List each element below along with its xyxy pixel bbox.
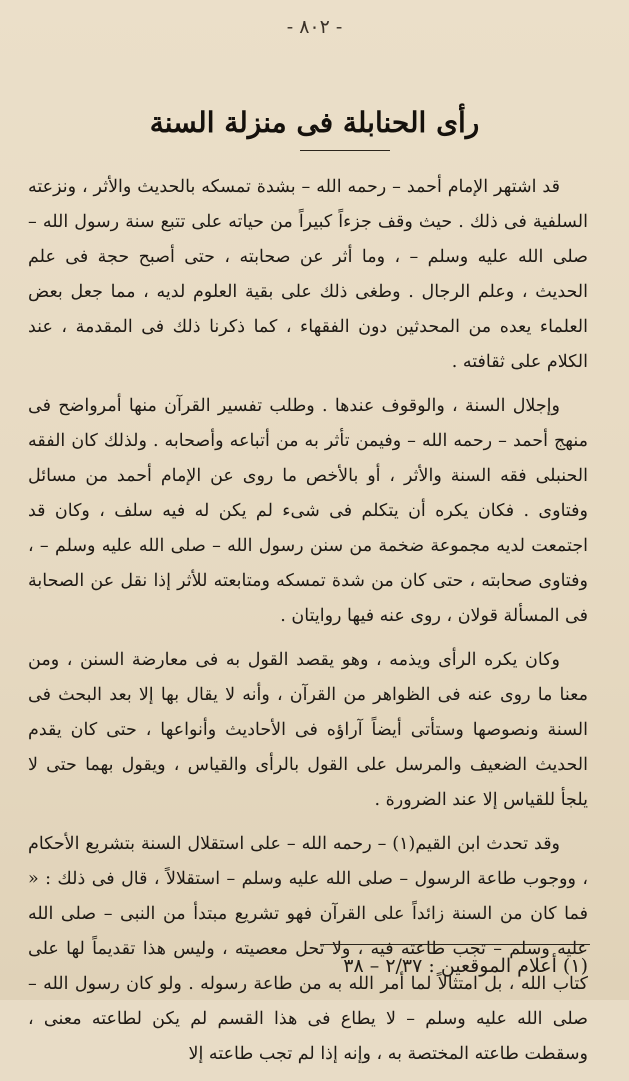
paragraph-4: وقد تحدث ابن القيم(١) – رحمه الله – على استقلال السنة بتشريع الأحكام ، ووجوب طاعة الرسول – صلى الله عليه وسلم – استقلالاً ، قال فى ذلك : « فما كان من السنة زائداً على القرآن فهو تشريع مبتدأ من النبى – صلى الله عليه وسلم – تجب طاعته فيه ، ولا تحل معصيته ، وليس هذا تقديماً لها على كتاب الله ، بل امتثالاً لما أمر الله به من طاعة رسوله . ولو كان رسول الله – صلى الله عليه وسلم – لا يطاع فى هذا القسم لم يكن لطاعته معنى ، وسقطت طاعته المختصة به ، وإنه إذا لم تجب طاعته إلا (28, 834, 588, 1064)
page-number: - ٨٠٢ - (286, 16, 343, 38)
section-title: رأى الحنابلة فى منزلة السنة (149, 106, 480, 139)
paragraph-2: وإجلال السنة ، والوقوف عندها . وطلب تفسير القرآن منها أمرواضح فى منهج أحمد – رحمه الله – وفيمن تأثر به من أتباعه وأصحابه . ولذلك كان الفقه الحنبلى فقه السنة والأثر ، أو بالأخص ما روى عن الإمام أحمد من مسائل وفتاوى . فكان يكره أن يتكلم فى شىء لم يكن له فيه سلف ، وكان قد اجتمعت لديه مجموعة ضخمة من سنن رسول الله – صلى الله عليه وسلم – ، وفتاوى صحابته ، حتى كان من شدة تمسكه ومتابعته للأثر إذا نقل عن الصحابة فى المسألة قولان ، روى عنه فيها روايتان . (28, 396, 588, 626)
title-underline (300, 150, 390, 151)
footnote: (١) أعلام الموقعين : ٢/٣٧ – ٣٨ (343, 955, 588, 977)
paragraph-3: وكان يكره الرأى ويذمه ، وهو يقصد القول به فى معارضة السنن ، ومن معنا ما روى عنه فى الظواهر من القرآن ، وأنه لا يقال بها إلا بعد البحث فى السنة ونصوصها وستأتى أيضاً آراؤه فى الأحاديث وأنواعها ، حتى كان يقدم الحديث الضعيف والمرسل على القول بالرأى والقياس ، ويقول بهما حتى لا يلجأ للقياس إلا عند الضرورة . (28, 650, 588, 810)
footnote-divider (320, 944, 590, 945)
paragraph-1: قد اشتهر الإمام أحمد – رحمه الله – بشدة تمسكه بالحديث والأثر ، ونزعته السلفية فى ذلك . حيث وقف جزءاً كبيراً من حياته على تتبع سنة رسول الله – صلى الله عليه وسلم – ، وما أثر عن صحابته ، حتى أصبح حجة فى علم الحديث ، وعلم الرجال . وطغى ذلك على بقية العلوم لديه ، مما جعل بعض العلماء يعده من المحدثين دون الفقهاء ، كما ذكرنا ذلك فى المقدمة ، عند الكلام على ثقافته . (28, 177, 588, 372)
